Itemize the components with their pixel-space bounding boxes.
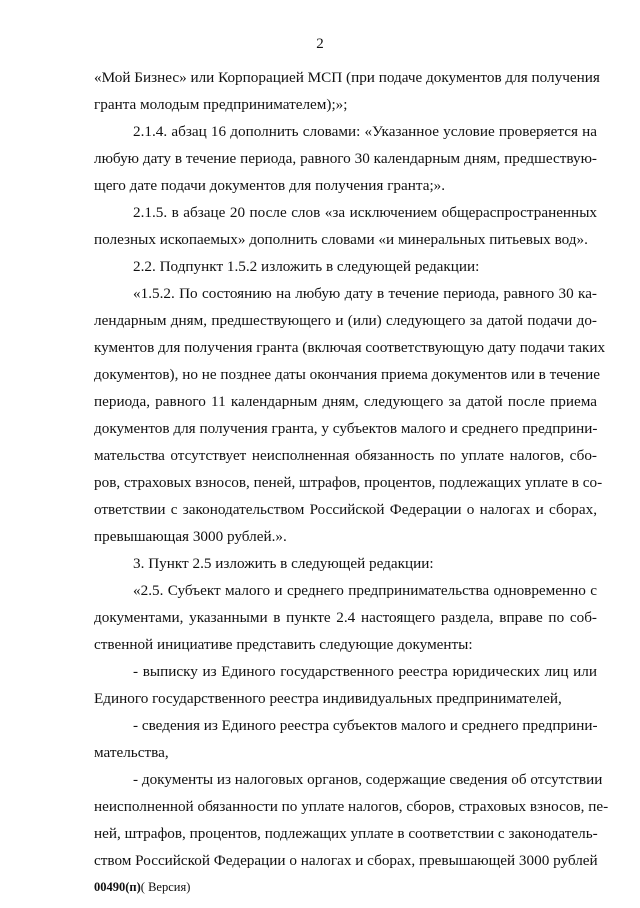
text-line: периода, равного 11 календарным дням, следующего за датой после приема (94, 393, 597, 410)
text-line: Единого государственного реестра индивидуальных предпринимателей, (94, 690, 562, 707)
text-line: любую дату в течение периода, равного 30 календарным дням, предшествую- (94, 150, 597, 167)
text-line: лендарным дням, предшествующего и (или) следующего за датой подачи до- (94, 312, 597, 329)
text-line: 2.1.5. в абзаце 20 после слов «за исключением общераспространенных (133, 204, 597, 221)
text-line: полезных ископаемых» дополнить словами «и минеральных питьевых вод». (94, 231, 588, 248)
text-line: 2.2. Подпункт 1.5.2 изложить в следующей редакции: (133, 258, 480, 275)
text-line: ров, страховых взносов, пеней, штрафов, процентов, подлежащих уплате в со- (94, 474, 603, 491)
document-code: 00490(п) (94, 880, 141, 894)
text-line: ответствии с законодательством Российской Федерации о налогах и сборах, (94, 501, 597, 518)
document-version: ( Версия) (140, 880, 191, 894)
page-number: 2 (316, 36, 324, 52)
text-line: ством Российской Федерации о налогах и сборах, превышающей 3000 рублей (94, 852, 598, 869)
text-line: документов для получения гранта, у субъектов малого и среднего предприни- (94, 420, 598, 437)
text-line: «Мой Бизнес» или Корпорацией МСП (при подаче документов для получения (94, 69, 600, 86)
document-footer (94, 880, 190, 895)
text-line: 2.1.4. абзац 16 дополнить словами: «Указанное условие проверяется на (133, 123, 597, 140)
text-line: кументов для получения гранта (включая соответствующую дату подачи таких (94, 339, 606, 356)
text-line: 3. Пункт 2.5 изложить в следующей редакции: (133, 555, 434, 572)
text-line: превышающая 3000 рублей.». (94, 528, 287, 545)
text-line: ней, штрафов, процентов, подлежащих уплате в соответствии с законодатель- (94, 825, 598, 842)
text-line: «2.5. Субъект малого и среднего предпринимательства одновременно с (133, 582, 597, 599)
text-line: - сведения из Единого реестра субъектов малого и среднего предприни- (133, 717, 598, 734)
text-line: мательства, (94, 744, 169, 761)
text-line: щего дате подачи документов для получения гранта;». (94, 177, 446, 194)
text-line: мательства отсутствует неисполненная обязанность по уплате налогов, сбо- (94, 447, 597, 464)
text-line: ственной инициативе представить следующие документы: (94, 636, 473, 653)
text-line: гранта молодым предпринимателем);»; (94, 96, 348, 113)
text-line: «1.5.2. По состоянию на любую дату в течение периода, равного 30 ка- (133, 285, 597, 302)
text-line: - документы из налоговых органов, содержащие сведения об отсутствии (133, 771, 603, 788)
text-line: документами, указанными в пункте 2.4 настоящего раздела, вправе по соб- (94, 609, 597, 626)
text-line: неисполненной обязанности по уплате налогов, сборов, страховых взносов, пе- (94, 798, 609, 815)
text-line: - выписку из Единого государственного реестра юридических лиц или (133, 663, 597, 680)
text-line: документов), но не позднее даты окончания приема документов или в течение (94, 366, 600, 383)
